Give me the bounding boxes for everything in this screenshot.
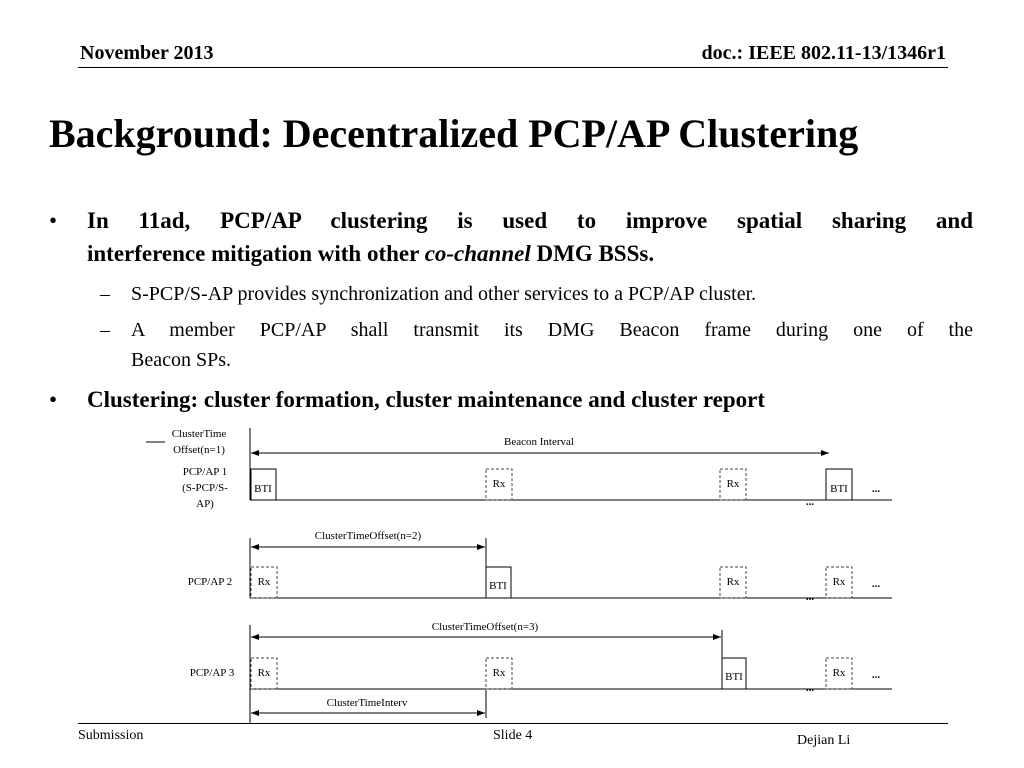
footer-author: Dejian Li	[797, 733, 851, 748]
ap2-label: PCP/AP 2	[187, 576, 233, 588]
ap3-bti-label: BTI	[725, 671, 743, 683]
ap2-bti-label: BTI	[489, 580, 507, 592]
bullet-dot: •	[49, 387, 58, 412]
bullet-2-text: Clustering: cluster formation, cluster maintenance and cluster report	[87, 387, 765, 412]
ap1-ellipsis-high: ...	[871, 483, 881, 495]
slide-title: Background: Decentralized PCP/AP Clustering	[49, 111, 859, 156]
ap3-ellipsis-low: ...	[805, 682, 815, 694]
header-doc-id: doc.: IEEE 802.11-13/1346r1	[701, 42, 946, 64]
sub-bullet-2-line-2: Beacon SPs.	[131, 349, 231, 371]
ap3-rx-label-2: Rx	[492, 667, 506, 679]
cto1-label-line-2: Offset(n=1)	[173, 444, 225, 456]
sub-bullet-2-line-1: A member PCP/AP shall transmit its DMG Beacon frame during one of the	[131, 319, 973, 341]
footer-rule	[78, 723, 948, 724]
ap1-rx-label-1: Rx	[492, 478, 506, 490]
ap3-rx-label-1: Rx	[257, 667, 271, 679]
bullet-dot: •	[49, 208, 58, 233]
footer-submission: Submission	[78, 728, 144, 743]
ap3-label: PCP/AP 3	[189, 667, 235, 679]
bullet-1-line-2: interference mitigation with other co-channel DMG BSSs.	[87, 241, 655, 266]
co-channel-emphasis: co-channel	[424, 241, 531, 266]
ap2-ellipsis-high: ...	[871, 578, 881, 590]
footer-slide-number: Slide 4	[493, 728, 533, 743]
ap1-rx-label-2: Rx	[726, 478, 740, 490]
ap2-rx-label-1: Rx	[257, 576, 271, 588]
ap3-ellipsis-high: ...	[871, 669, 881, 681]
sub-bullet-dash: –	[100, 319, 110, 341]
ap3-rx-label-3: Rx	[832, 667, 846, 679]
ap2-rx-label-2: Rx	[726, 576, 740, 588]
beacon-interval-label: Beacon Interval	[504, 436, 574, 448]
sub-bullet-dash: –	[100, 283, 110, 305]
header-date: November 2013	[80, 42, 214, 64]
cti-label: ClusterTimeInterv	[326, 697, 408, 709]
cto2-label: ClusterTimeOffset(n=2)	[314, 530, 422, 542]
bullet-1-line-1: In 11ad, PCP/AP clustering is used to improve spatial sharing and	[87, 208, 973, 233]
ap1-bti-label-2: BTI	[830, 483, 848, 495]
ap1-ellipsis-low: ...	[805, 496, 815, 508]
ap1-label-line-2: (S-PCP/S-	[182, 482, 228, 494]
cto3-label: ClusterTimeOffset(n=3)	[431, 621, 539, 633]
cto1-label-line-1: ClusterTime	[171, 428, 227, 440]
sub-bullet-1-text: S-PCP/S-AP provides synchronization and other services to a PCP/AP cluster.	[131, 283, 757, 305]
ap1-label-line-1: PCP/AP 1	[182, 466, 228, 478]
ap1-label-line-3: AP)	[196, 498, 214, 510]
ap2-rx-label-3: Rx	[832, 576, 846, 588]
ap2-ellipsis-low: ...	[805, 591, 815, 603]
ap1-bti-label: BTI	[254, 483, 272, 495]
